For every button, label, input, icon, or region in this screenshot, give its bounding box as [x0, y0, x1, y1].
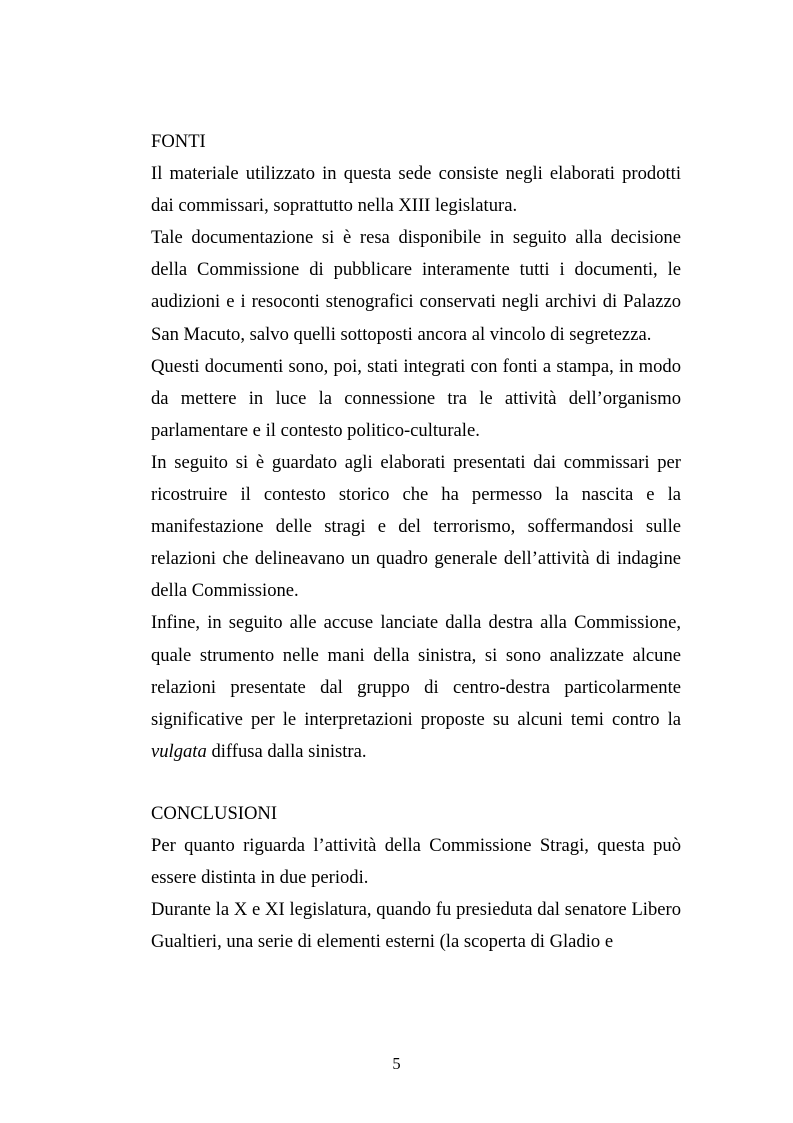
- paragraph: Durante la X e XI legislatura, quando fu presieduta dal senatore Libero Gualtieri, una serie di elementi esterni (la scoperta di Gladio e: [151, 899, 681, 953]
- section-heading-fonti: FONTI: [151, 131, 206, 152]
- section-conclusioni: [151, 798, 681, 958]
- section-fonti: [151, 126, 681, 768]
- page-number: 5: [392, 1054, 401, 1073]
- page-body: [151, 126, 681, 958]
- paragraph: Per quanto riguarda l’attività della Commissione Stragi, questa può essere distinta in due periodi.: [151, 834, 681, 889]
- paragraph: Tale documentazione si è resa disponibile in seguito alla decisione della Commissione di pubblicare interamente tutti i documenti, le audizioni e i resoconti stenografici conservati negli archivi di Palazzo San Macuto, salvo quelli sottoposti ancora al vincolo di segretezza.: [151, 227, 681, 345]
- paragraph-text: Infine, in seguito alle accuse lanciate dalla destra alla Commissione, quale strumento nelle mani della sinistra, si sono analizzate alcune relazioni presentate dal gruppo di centro-destra particolarmente significative per le interpretazioni proposte su alcuni temi contro la: [151, 612, 681, 730]
- section-heading-conclusioni: CONCLUSIONI: [151, 802, 278, 824]
- paragraph-final: [151, 607, 681, 767]
- paragraph-tail: diffusa dalla sinistra.: [211, 740, 367, 762]
- section-spacer: [151, 768, 681, 798]
- emphasis-vulgata: vulgata: [151, 740, 207, 762]
- paragraph: Il materiale utilizzato in questa sede consiste negli elaborati prodotti dai commissari, soprattutto nella XIII legislatura.: [151, 163, 681, 217]
- paragraph: Questi documenti sono, poi, stati integrati con fonti a stampa, in modo da mettere in luce la connessione tra le attività dell’organismo parlamentare e il contesto politico-culturale.: [151, 355, 681, 441]
- paragraph: In seguito si è guardato agli elaborati presentati dai commissari per ricostruire il contesto storico che ha permesso la nascita e la manifestazione delle stragi e del terrorismo, soffermandosi sulle relazioni che delineavano un quadro generale dell’attività di indagine della Commissione.: [151, 451, 681, 602]
